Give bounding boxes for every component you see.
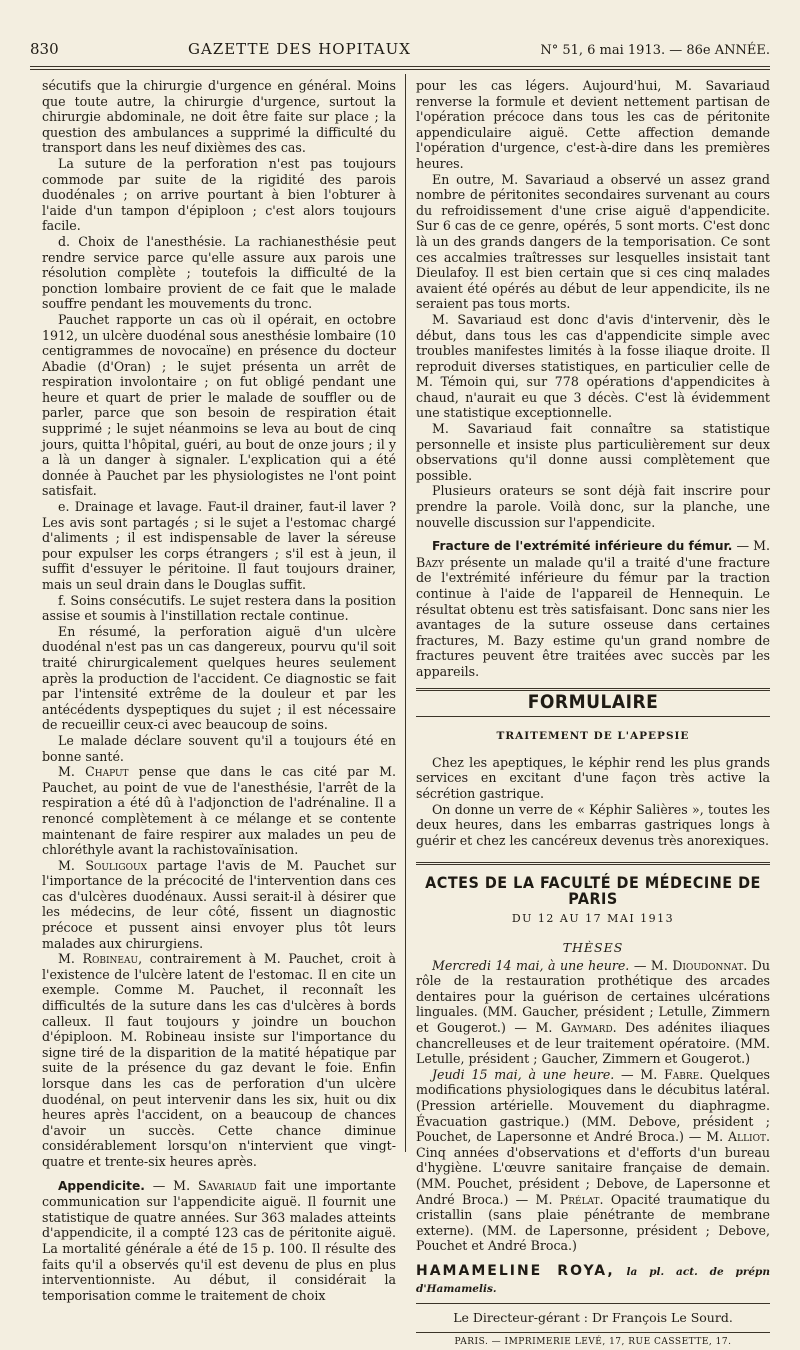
paragraph: sécutifs que la chirurgie d'urgence en général. Moins que toute autre, la chirurgie d'urgence, surtout la chirurgie abdominale, ne doit être faite sur place ; la question des ambulances a supprimé la difficulté du transport dans les neuf dixièmes des cas. [42, 78, 396, 156]
paragraph: Le malade déclare souvent qu'il a toujours été en bonne santé. [42, 732, 396, 764]
section-divider [416, 716, 770, 717]
advertisement [416, 1264, 770, 1297]
page-number: 830 [30, 40, 59, 58]
actes-title: ACTES DE LA FACULTÉ DE MÉDECINE DE PARIS [425, 873, 761, 908]
column-divider [405, 74, 406, 1152]
thesis-text: Quelques modifications physiologiques dans le décubitus latéral. (Pression artérielle. Mouvement du diaphragme. Évacuation gastrique.) (MM. Debove, président ; Pouchet, de Lapersonne et André Broca.) — [416, 1066, 771, 1145]
paragraph-text: fait une importante communication sur l'appendicite aiguë. Il fournit une statistique de quatre années. Sur 363 malades atteints d'appendicite, il a compté 123 cas de péritonite aiguë. La mortalité générale a été de 15 p. 100. Il résulte des faits qu'il a observés qu'il est devenu de plus en plus interventionniste. Au début, il considérait la temporisation comme le traitement de choix [42, 1177, 396, 1303]
paragraph [416, 538, 770, 679]
candidate-name: — M. Dioudonnat. [629, 957, 748, 973]
formulaire-title: FORMULAIRE [527, 690, 659, 713]
paragraph: En outre, M. Savariaud a observé un assez grand nombre de péritonites secondaires survenant au cours du refroidissement d'une crise aiguë d'appendicite. Sur 6 cas de ce genre, opérés, 5 sont morts. C'est donc là un des grands dangers de la temporisation. Ce sont ces accalmies traîtresses sur lesquelles insistait tant Dieulafoy. Il est bien certain que si ces cinq malades avaient été opérés au début de leur appendicite, ils ne seraient pas tous morts. [416, 171, 770, 312]
candidate-name: — M. Fabre. [614, 1066, 704, 1082]
formulaire-subtitle: TRAITEMENT DE L'APEPSIE [496, 730, 690, 743]
thesis-date: Jeudi 15 mai, à une heure. [432, 1066, 615, 1082]
section-heading: Appendicite. [58, 1178, 145, 1193]
issue-info: N° 51, 6 mai 1913. — 86e ANNÉE. [540, 43, 770, 58]
speaker-name: M. Souligoux [58, 857, 147, 873]
section-divider [416, 1332, 770, 1333]
paragraph-text: pense que dans le cas cité par M. Pauchet, au point de vue de l'anesthésie, l'arrêt de la respiration a été dû à l'adjonction de l'adrénaline. Il a renoncé complètement à ce mélange et se contente maintenant de faire respirer aux malades un peu de chloréthyle avant la rachistovaïnisation. [42, 764, 396, 858]
thesis-text: Des adénites iliaques chancrelleuses et de leur traitement opératoire. (MM. Letulle, président ; Gaucher, Zimmern et Gougerot.) [416, 1020, 770, 1067]
paragraph: Chez les apeptiques, le képhir rend les plus grands services en excitant d'une façon très active la sécrétion gastrique. [416, 754, 770, 801]
journal-title: GAZETTE DES HOPITAUX [188, 40, 411, 58]
left-column [42, 78, 396, 1303]
page-header [30, 40, 770, 64]
thesis-text: Du rôle de la restauration prothétique des arcades dentaires pour la guérison de certaines ulcérations linguales. (MM. Gaucher, président ; Letulle, Zimmern et Gougerot.) — [416, 957, 771, 1036]
paragraph: e. Drainage et lavage. Faut-il drainer, faut-il laver ? Les avis sont partagés ; si le sujet a l'estomac chargé d'aliments ; il est indispensable de laver la séreuse pour expulser les corps étrangers ; s'il est à jeun, il suffit d'essuyer le péritoine. Il faut toujours drainer, mais un seul drain dans le Douglas suffit. [42, 499, 396, 592]
paragraph: M. Savariaud est donc d'avis d'intervenir, dès le début, dans tous les cas d'appendicite simple avec troubles manifestes limités à la fosse iliaque droite. Il reproduit diverses statistiques, en particulier celle de M. Témoin qui, sur 778 opérations d'appendicites à chaud, n'aurait eu que 3 décès. C'est là évidemment une statistique exceptionnelle. [416, 311, 770, 421]
paragraph: Pauchet rapporte un cas où il opérait, en octobre 1912, un ulcère duodénal sous anesthésie lombaire (10 centigrammes de novocaïne) en présence du docteur Abadie (d'Oran) ; le sujet présenta un arrêt de respiration involontaire ; on fut obligé pendant une heure et quart de prier le malade de souffler ou de parler, parce que son besoin de respiration était supprimé ; le sujet néanmoins se leva au bout de cinq jours, quitta l'hôpital, guéri, au bout de onze jours ; il y a là un danger à signaler. L'explication qui a été donnée à Pauchet par les physiologistes ne l'ont point satisfait. [42, 311, 396, 499]
paragraph [42, 951, 396, 1169]
section-divider [416, 862, 770, 865]
theses-heading: THÈSES [562, 940, 624, 956]
paragraph: pour les cas légers. Aujourd'hui, M. Savariaud renverse la formule et devient nettement partisan de l'opération précoce dans tous les cas de péritonite appendiculaire aiguë. Cette affection demande l'opération d'urgence, c'est-à-dire dans les premières heures. [416, 78, 770, 171]
right-column [416, 78, 771, 1347]
thesis-date: Mercredi 14 mai, à une heure. [432, 957, 630, 973]
actes-dates: DU 12 AU 17 MAI 1913 [511, 911, 675, 925]
speaker-name: M. Robineau [58, 951, 139, 967]
ad-tagline: la pl. act. de prépn d'Hamamelis. [416, 1265, 771, 1295]
speaker-name: M. Chaput [58, 764, 129, 780]
paragraph-text: , contrairement à M. Pauchet, croit à l'existence de l'ulcère latent de l'estomac. Il en cite un exemple. Comme M. Pauchet, il reconnaît les difficultés de la suture dans les cas d'ulcères à bords calleux. Il faut toujours y joindre un bouchon d'épiploon. M. Robineau insiste sur l'importance du signe tiré de la disparition de la matité hépatique par suite de la présence du gaz devant le foie. Enfin lorsque dans les cas de perforation d'un ulcère duodénal, on peut intervenir dans les six, huit ou dix heures après l'accident, on a beaucoup de chances d'avoir un succès. Cette chance diminue considérablement lorsqu'on n'intervient que vingt-quatre et trente-six heures après. [42, 951, 396, 1169]
speaker-name: — M. Savariaud [144, 1177, 257, 1193]
thesis-entry [416, 1067, 770, 1254]
paragraph: f. Soins consécutifs. Le sujet restera dans la position assise et soumis à l'instillation rectale continue. [42, 592, 396, 624]
paragraph [42, 1178, 396, 1304]
thesis-entry [416, 958, 770, 1067]
paragraph: En résumé, la perforation aiguë d'un ulcère duodénal n'est pas un cas dangereux, pourvu qu'il soit traité chirurgicalement quelques heures seulement après la production de l'accident. Ce diagnostic se fait par l'intensité extrême de la douleur et par les antécédents dyspeptiques du sujet ; il est nécessaire de recueillir ceux-ci avec beaucoup de soins. [42, 623, 396, 733]
printer-line: PARIS. — IMPRIMERIE LEVÉ, 17, RUE CASSETTE, 17. [454, 1336, 732, 1347]
thesis-text: Cinq années d'observations et d'efforts d'un bureau d'hygiène. L'œuvre sanitaire française de demain. (MM. Pouchet, président ; Debove, de Lapersonne et André Broca.) — [416, 1144, 770, 1207]
thesis-text: Opacité traumatique du cristallin (sans plaie pénétrante de membrane externe). (MM. de Lapersonne, président ; Debove, Pouchet et André Broca.) [416, 1191, 770, 1254]
speaker-name: — M. Bazy [416, 538, 770, 570]
header-rule [30, 66, 770, 67]
header-rule-2 [30, 69, 770, 70]
candidate-name: M. Prélat. [528, 1191, 604, 1207]
publisher-line: Le Directeur-gérant : Dr François Le Sourd. [453, 1310, 733, 1326]
candidate-name: M. Gaymard. [526, 1020, 617, 1036]
paragraph: M. Savariaud fait connaître sa statistique personnelle et insiste plus particulièrement sur deux observations qu'il donne aussi complètement que possible. [416, 421, 770, 483]
paragraph: d. Choix de l'anesthésie. La rachianesthésie peut rendre service parce qu'elle assure aux parois une résolution complète ; toutefois la difficulté de la ponction lombaire provient de ce fait que le malade souffre pendant les mouvements du tronc. [42, 233, 396, 312]
candidate-name: M. Alliot. [701, 1129, 770, 1145]
section-divider [416, 1303, 770, 1304]
section-heading: Fracture de l'extrémité inférieure du fémur. [432, 539, 733, 554]
paragraph [42, 858, 396, 952]
paragraph: La suture de la perforation n'est pas toujours commode par suite de la rigidité des parois duodénales ; on arrive pourtant à bien l'obturer à l'aide d'un tampon d'épiploon ; c'est alors toujours facile. [42, 155, 396, 234]
paragraph: On donne un verre de « Képhir Salières », toutes les deux heures, dans les embarras gastriques longs à guérir et chez les cancéreux devenus très anorexiques. [416, 801, 770, 848]
paragraph-text: partage l'avis de M. Pauchet sur l'importance de la précocité de l'intervention dans ces cas d'ulcères duodénaux. Aussi serait-il à désirer que les médecins, de leur côté, fissent un diagnostic précoce et pussent ainsi envoyer plus tôt leurs malades aux chirurgiens. [42, 857, 396, 951]
paragraph-text: présente un malade qu'il a traité d'une fracture de l'extrémité inférieure du fémur par la traction continue à l'aide de l'appareil de Hennequin. Le résultat obtenu est très satisfaisant. Donc sans nier les avantages de la suture osseuse dans certaines fractures, M. Bazy estime qu'un grand nombre de fractures peuvent être traitées avec succès par les appareils. [416, 554, 770, 679]
paragraph [42, 764, 396, 858]
paragraph: Plusieurs orateurs se sont déjà fait inscrire pour prendre la parole. Voilà donc, sur la planche, une nouvelle discussion sur l'appendicite. [416, 483, 770, 530]
ad-brand: HAMAMELINE ROYA, [416, 1262, 615, 1279]
